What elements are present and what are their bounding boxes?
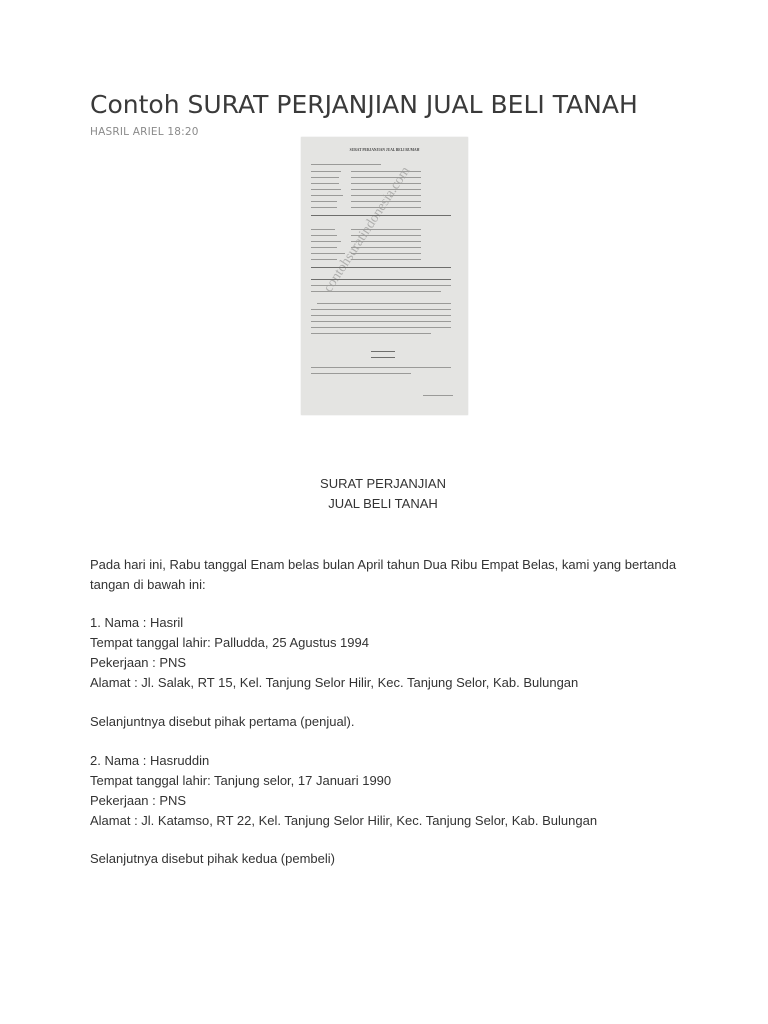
intro-paragraph: Pada hari ini, Rabu tanggal Enam belas bulan April tahun Dua Ribu Empat Belas, kami yang bertanda tangan di bawah ini: — [90, 557, 677, 592]
thumbnail-text-line — [351, 201, 421, 202]
thumbnail-text-line — [351, 171, 421, 172]
party2-role: Selanjutnya disebut pihak kedua (pembeli) — [90, 851, 335, 866]
post-title: Contoh SURAT PERJANJIAN JUAL BELI TANAH — [90, 90, 638, 119]
thumbnail-text-line — [317, 303, 451, 304]
party1-name: 1. Nama : Hasril — [90, 615, 184, 630]
thumbnail-text-line — [311, 279, 451, 280]
thumbnail-text-line — [311, 229, 335, 230]
thumbnail-text-line — [311, 201, 337, 202]
thumbnail-text-line — [311, 267, 451, 268]
document-thumbnail-image[interactable] — [301, 137, 468, 415]
thumbnail-text-line — [371, 351, 395, 352]
thumbnail-text-line — [311, 183, 339, 184]
thumbnail-text-line — [351, 241, 421, 242]
thumbnail-text-line — [351, 189, 421, 190]
thumbnail-heading: SURAT PERJANJIAN JUAL BELI RUMAH — [349, 148, 420, 152]
post-time[interactable]: 18:20 — [167, 126, 199, 138]
thumbnail-text-line — [311, 215, 451, 216]
thumbnail-text-line — [311, 177, 339, 178]
party2-birth: Tempat tanggal lahir: Tanjung selor, 17 Januari 1990 — [90, 773, 392, 788]
party1-role: Selanjuntnya disebut pihak pertama (penjual). — [90, 714, 355, 729]
letter-heading-line2: JUAL BELI TANAH — [328, 496, 438, 511]
party2-name: 2. Nama : Hasruddin — [90, 753, 210, 768]
thumbnail-text-line — [311, 171, 341, 172]
thumbnail-text-line — [351, 259, 421, 260]
thumbnail-text-line — [311, 315, 451, 316]
thumbnail-text-line — [311, 285, 451, 286]
post-meta — [90, 126, 199, 138]
thumbnail-text-line — [351, 195, 421, 196]
thumbnail-text-line — [351, 253, 421, 254]
letter-heading-line1: SURAT PERJANJIAN — [320, 476, 446, 491]
party2-address: Alamat : Jl. Katamso, RT 22, Kel. Tanjung Selor Hilir, Kec. Tanjung Selor, Kab. Bulungan — [90, 813, 598, 828]
thumbnail-text-line — [311, 333, 431, 334]
thumbnail-text-line — [311, 235, 337, 236]
thumbnail-text-line — [351, 235, 421, 236]
thumbnail-text-line — [311, 259, 337, 260]
thumbnail-text-line — [351, 183, 421, 184]
thumbnail-text-line — [371, 357, 395, 358]
party1-address: Alamat : Jl. Salak, RT 15, Kel. Tanjung Selor Hilir, Kec. Tanjung Selor, Kab. Bulungan — [90, 675, 579, 690]
thumbnail-text-line — [311, 164, 381, 165]
thumbnail-text-line — [311, 189, 341, 190]
post-author[interactable]: HASRIL ARIEL — [90, 126, 164, 138]
thumbnail-text-line — [311, 291, 441, 292]
thumbnail-text-line — [311, 367, 451, 368]
party2-job: Pekerjaan : PNS — [90, 793, 187, 808]
thumbnail-text-line — [351, 177, 421, 178]
thumbnail-text-line — [423, 395, 453, 396]
thumbnail-text-line — [311, 373, 411, 374]
thumbnail-text-line — [351, 207, 421, 208]
party1-birth: Tempat tanggal lahir: Palludda, 25 Agustus 1994 — [90, 635, 369, 650]
thumbnail-text-line — [311, 327, 451, 328]
thumbnail-text-line — [311, 241, 341, 242]
thumbnail-text-line — [311, 253, 345, 254]
party1-job: Pekerjaan : PNS — [90, 655, 187, 670]
thumbnail-text-line — [311, 195, 343, 196]
thumbnail-text-line — [311, 321, 451, 322]
thumbnail-text-line — [351, 247, 421, 248]
thumbnail-text-line — [311, 207, 337, 208]
thumbnail-text-line — [351, 229, 421, 230]
thumbnail-text-line — [311, 247, 337, 248]
thumbnail-text-line — [311, 309, 451, 310]
